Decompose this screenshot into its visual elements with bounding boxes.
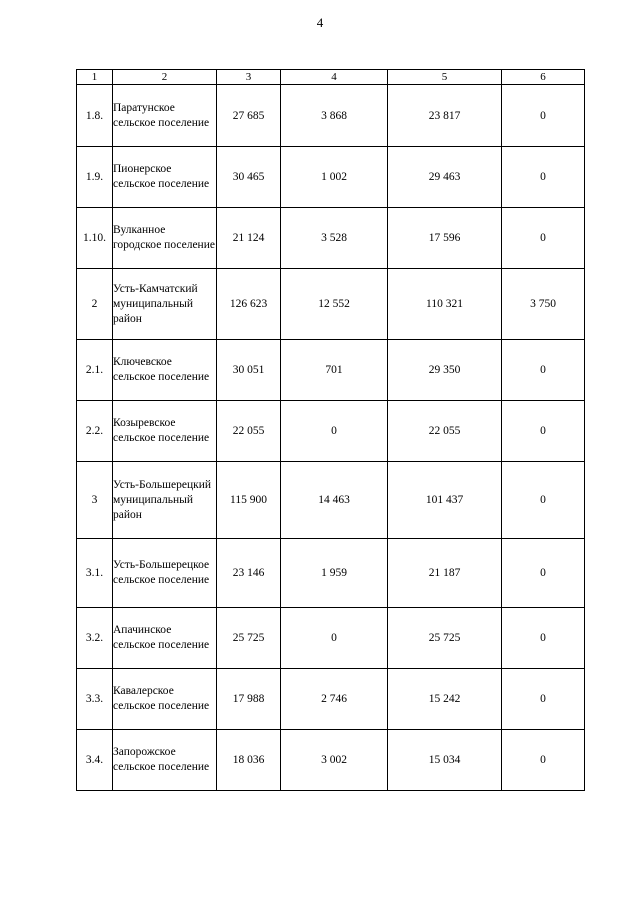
column-5-value-cell: 29 463 — [388, 147, 502, 208]
header-cell: 5 — [388, 70, 502, 85]
column-3-value-cell: 17 988 — [217, 669, 281, 730]
column-4-value-cell: 14 463 — [281, 462, 388, 539]
column-3-value-cell: 21 124 — [217, 208, 281, 269]
column-5-value-cell: 25 725 — [388, 608, 502, 669]
column-6-value-cell: 0 — [502, 462, 585, 539]
header-cell: 6 — [502, 70, 585, 85]
settlement-name-cell: Кавалерское сельское поселение — [113, 669, 217, 730]
column-3-value-cell: 30 051 — [217, 340, 281, 401]
column-5-value-cell: 15 242 — [388, 669, 502, 730]
table-row — [77, 269, 585, 340]
column-4-value-cell: 701 — [281, 340, 388, 401]
table-row — [77, 85, 585, 147]
column-4-value-cell: 0 — [281, 608, 388, 669]
column-3-value-cell: 18 036 — [217, 730, 281, 791]
row-number-cell: 3.2. — [77, 608, 113, 669]
column-4-value-cell: 0 — [281, 401, 388, 462]
column-4-value-cell: 3 002 — [281, 730, 388, 791]
column-6-value-cell: 0 — [502, 147, 585, 208]
data-table — [76, 69, 585, 791]
settlement-name-cell: Вулканное городское поселение — [113, 208, 217, 269]
column-4-value-cell: 12 552 — [281, 269, 388, 340]
column-6-value-cell: 0 — [502, 85, 585, 147]
row-number-cell: 1.9. — [77, 147, 113, 208]
column-3-value-cell: 27 685 — [217, 85, 281, 147]
header-row — [77, 70, 585, 85]
column-3-value-cell: 23 146 — [217, 539, 281, 608]
table-row — [77, 669, 585, 730]
settlement-name-cell: Ключевское сельское поселение — [113, 340, 217, 401]
column-4-value-cell: 3 528 — [281, 208, 388, 269]
page-number: 4 — [316, 15, 324, 30]
row-number-cell: 2.2. — [77, 401, 113, 462]
column-6-value-cell: 0 — [502, 608, 585, 669]
settlement-name-cell: Козыревское сельское поселение — [113, 401, 217, 462]
column-6-value-cell: 3 750 — [502, 269, 585, 340]
column-3-value-cell: 126 623 — [217, 269, 281, 340]
table-row — [77, 147, 585, 208]
table-row — [77, 340, 585, 401]
column-5-value-cell: 17 596 — [388, 208, 502, 269]
row-number-cell: 2 — [77, 269, 113, 340]
header-cell: 2 — [113, 70, 217, 85]
column-3-value-cell: 115 900 — [217, 462, 281, 539]
header-cell: 3 — [217, 70, 281, 85]
settlement-name-cell: Усть-Камчатский муниципальный район — [113, 269, 217, 340]
settlement-name-cell: Усть-Большерецкое сельское поселение — [113, 539, 217, 608]
column-6-value-cell: 0 — [502, 208, 585, 269]
column-3-value-cell: 30 465 — [217, 147, 281, 208]
settlement-name-cell: Усть-Большерецкий муниципальный район — [113, 462, 217, 539]
row-number-cell: 1.10. — [77, 208, 113, 269]
table-row — [77, 608, 585, 669]
column-6-value-cell: 0 — [502, 340, 585, 401]
column-3-value-cell: 22 055 — [217, 401, 281, 462]
settlement-name-cell: Запорожское сельское поселение — [113, 730, 217, 791]
table-row — [77, 539, 585, 608]
table-row — [77, 208, 585, 269]
row-number-cell: 3 — [77, 462, 113, 539]
row-number-cell: 1.8. — [77, 85, 113, 147]
table-body — [77, 85, 585, 791]
column-4-value-cell: 1 002 — [281, 147, 388, 208]
column-5-value-cell: 101 437 — [388, 462, 502, 539]
column-5-value-cell: 21 187 — [388, 539, 502, 608]
column-4-value-cell: 2 746 — [281, 669, 388, 730]
column-6-value-cell: 0 — [502, 669, 585, 730]
column-5-value-cell: 15 034 — [388, 730, 502, 791]
column-5-value-cell: 110 321 — [388, 269, 502, 340]
table-row — [77, 730, 585, 791]
column-5-value-cell: 29 350 — [388, 340, 502, 401]
column-3-value-cell: 25 725 — [217, 608, 281, 669]
column-5-value-cell: 23 817 — [388, 85, 502, 147]
column-4-value-cell: 1 959 — [281, 539, 388, 608]
row-number-cell: 3.4. — [77, 730, 113, 791]
row-number-cell: 3.3. — [77, 669, 113, 730]
table-row — [77, 401, 585, 462]
table-row — [77, 462, 585, 539]
settlement-name-cell: Апачинское сельское поселение — [113, 608, 217, 669]
column-6-value-cell: 0 — [502, 539, 585, 608]
column-6-value-cell: 0 — [502, 401, 585, 462]
column-4-value-cell: 3 868 — [281, 85, 388, 147]
row-number-cell: 2.1. — [77, 340, 113, 401]
settlement-name-cell: Паратунское сельское поселение — [113, 85, 217, 147]
header-cell: 4 — [281, 70, 388, 85]
settlement-name-cell: Пионерское сельское поселение — [113, 147, 217, 208]
column-6-value-cell: 0 — [502, 730, 585, 791]
row-number-cell: 3.1. — [77, 539, 113, 608]
header-cell: 1 — [77, 70, 113, 85]
column-5-value-cell: 22 055 — [388, 401, 502, 462]
